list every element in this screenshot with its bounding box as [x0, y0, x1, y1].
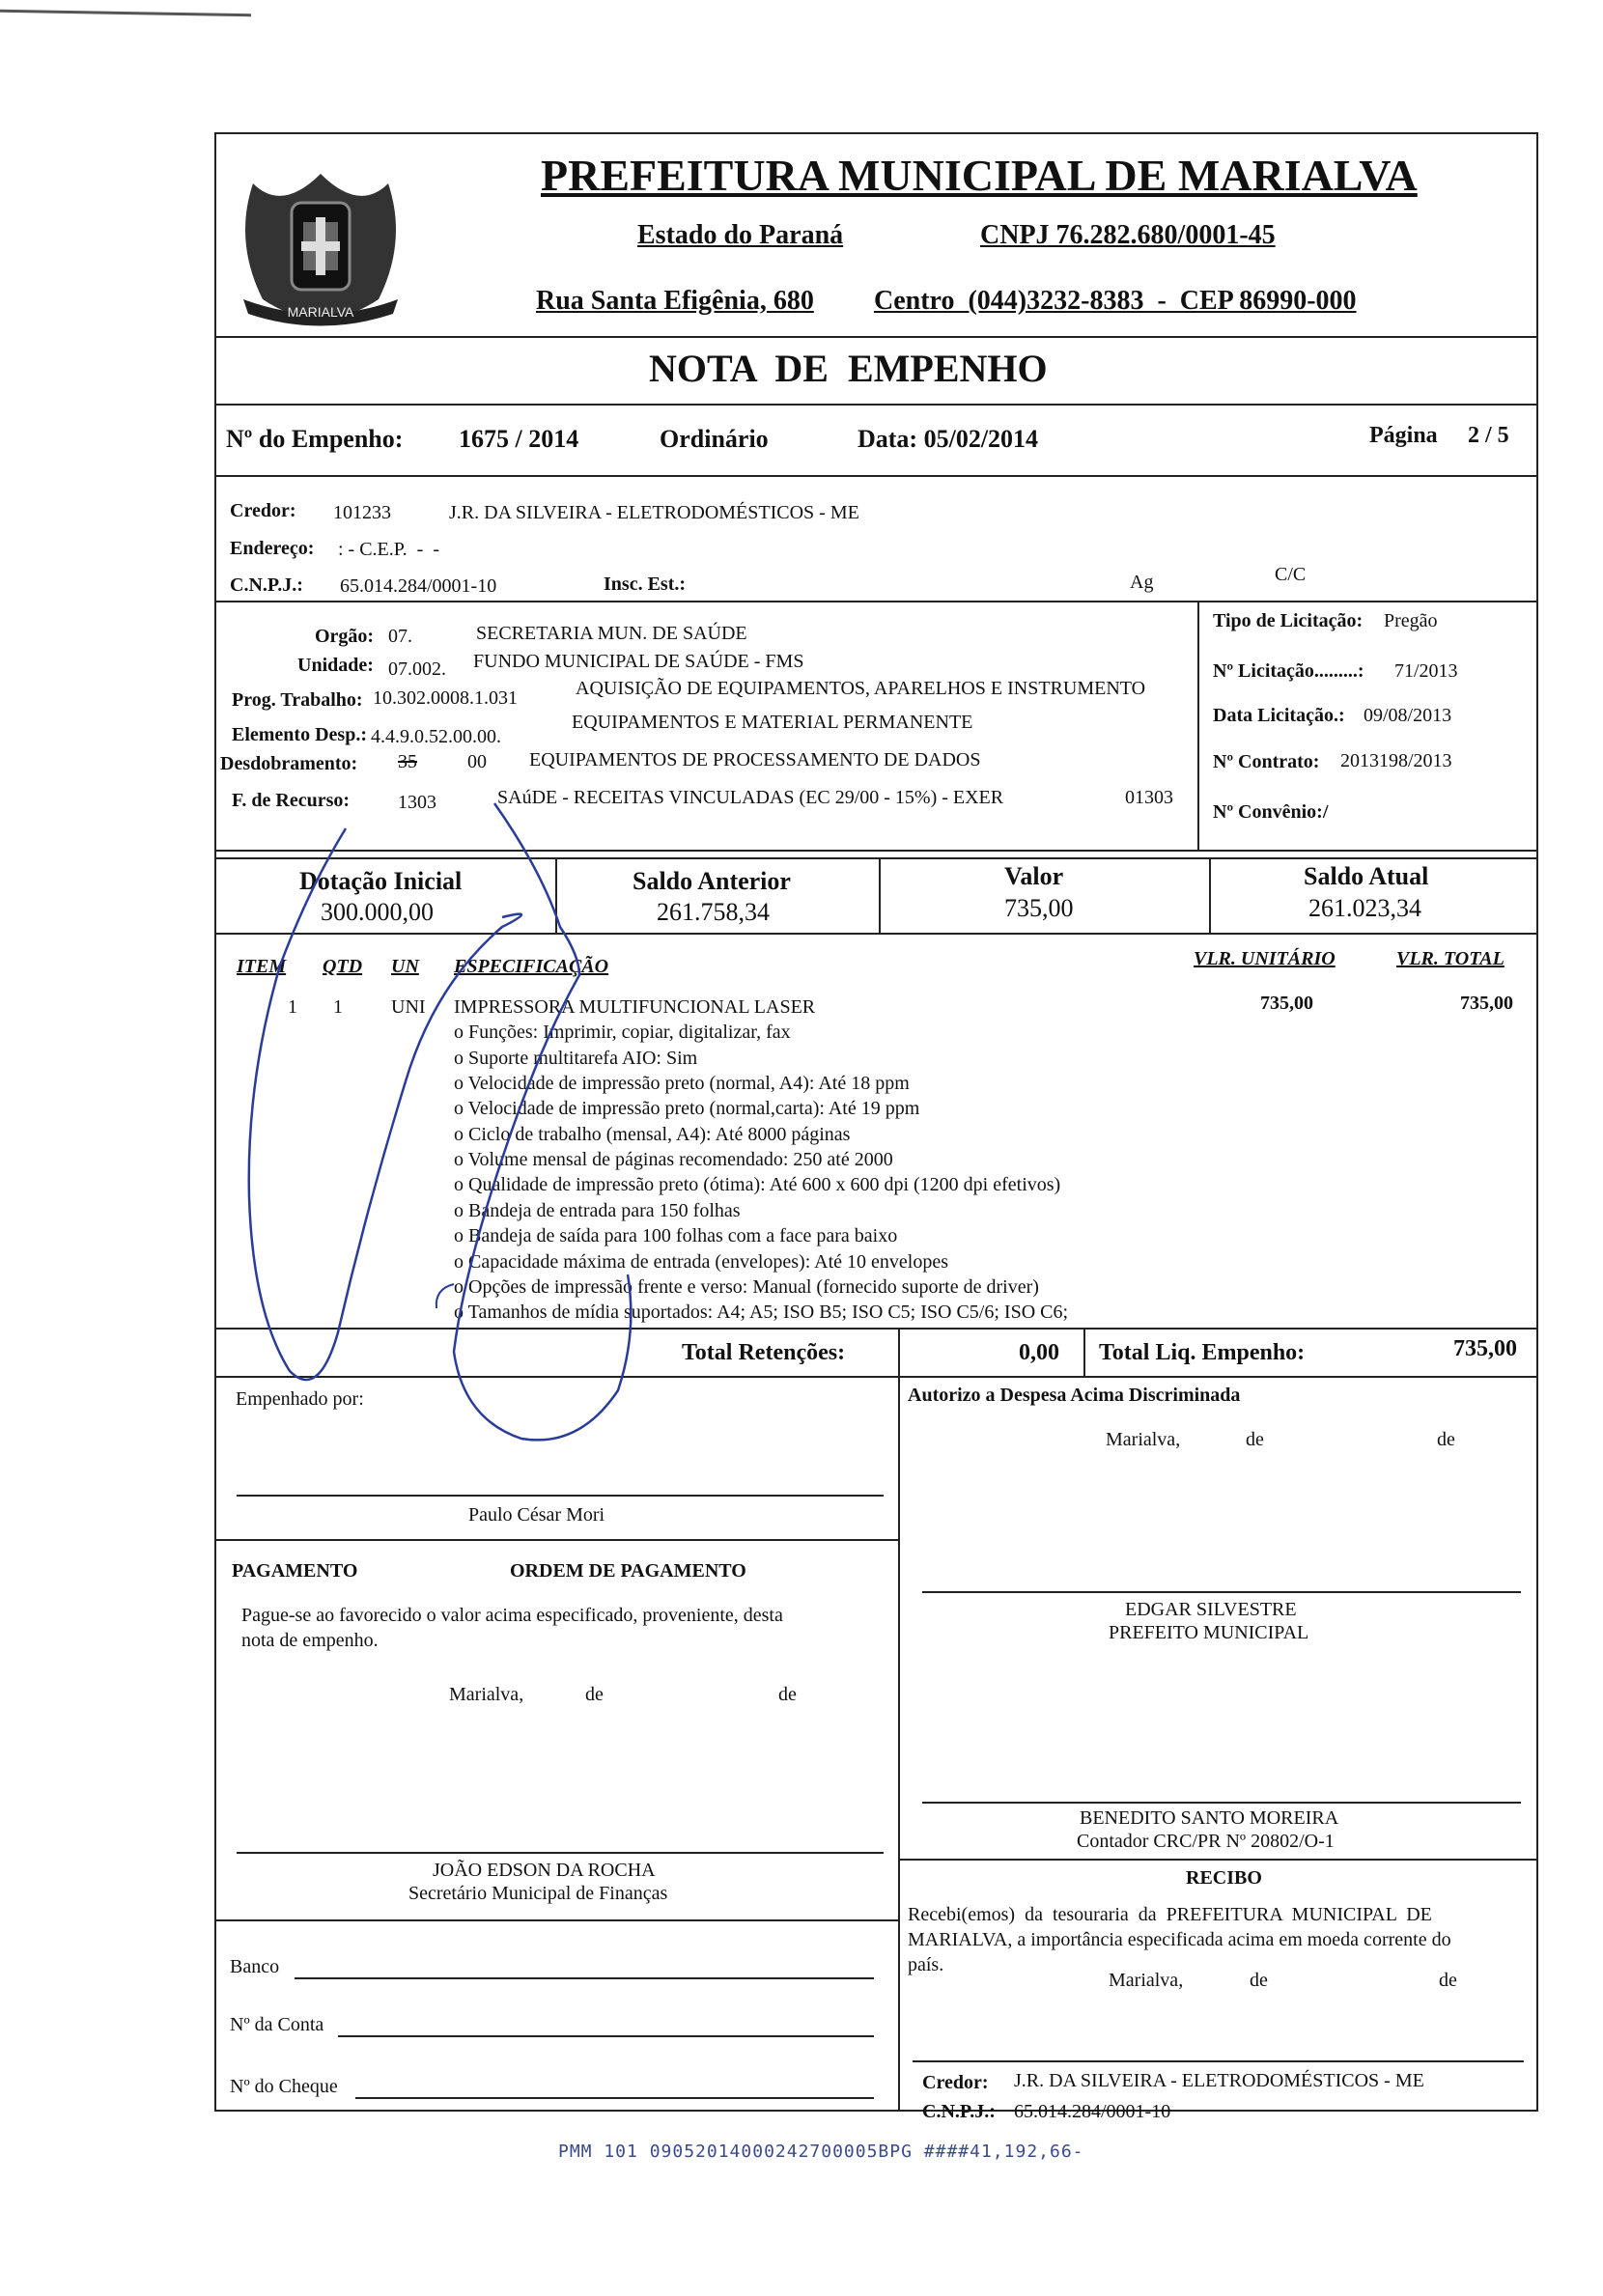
- retencoes-value: 0,00: [1019, 1340, 1059, 1365]
- item-spec-line: o Volume mensal de páginas recomendado: 250 até 2000: [454, 1149, 893, 1170]
- item-total-value: 735,00: [1460, 993, 1513, 1014]
- contrato-number: 2013198/2013: [1340, 750, 1452, 771]
- prefeito-name: EDGAR SILVESTRE: [1125, 1599, 1297, 1620]
- col-item: ITEM: [237, 956, 287, 977]
- saldo-anterior-label: Saldo Anterior: [633, 867, 791, 895]
- col-especificacao: ESPECIFICAÇÃO: [454, 956, 609, 977]
- recibo-credor-name: J.R. DA SILVEIRA - ELETRODOMÉSTICOS - ME: [1014, 2070, 1424, 2091]
- ordem-city: Marialva,: [449, 1684, 524, 1705]
- item-spec-line: o Ciclo de trabalho (mensal, A4): Até 8000 páginas: [454, 1124, 851, 1145]
- saldo-atual-label: Saldo Atual: [1304, 862, 1429, 890]
- cnpj-label: C.N.P.J.:: [230, 574, 303, 596]
- valor-label: Valor: [1004, 862, 1064, 890]
- ordem-text-2: nota de empenho.: [241, 1630, 379, 1651]
- elemento-label: Elemento Desp.:: [232, 724, 367, 745]
- recibo-cnpj-label: C.N.P.J.:: [922, 2101, 996, 2122]
- pen-stroke-right: [454, 803, 631, 1440]
- ordem-de-2: de: [778, 1684, 797, 1705]
- recibo-city: Marialva,: [1109, 1970, 1184, 1991]
- tipo-licitacao: Pregão: [1384, 610, 1438, 631]
- total-liq-label: Total Liq. Empenho:: [1099, 1340, 1306, 1365]
- autorizo-de-2: de: [1437, 1429, 1455, 1450]
- item-spec-line: o Tamanhos de mídia suportados: A4; A5; ISO B5; ISO C5; ISO C5/6; ISO C6;: [454, 1302, 1069, 1323]
- cheque-label: Nº do Cheque: [230, 2076, 338, 2097]
- pen-stroke-left: [249, 828, 521, 1380]
- elemento-name: EQUIPAMENTOS E MATERIAL PERMANENTE: [572, 712, 973, 733]
- empenho-type: Ordinário: [660, 425, 769, 453]
- saldo-atual-value: 261.023,34: [1308, 894, 1421, 922]
- banco-label: Banco: [230, 1956, 280, 1977]
- item-spec-line: o Opções de impressão frente e verso: Manual (fornecido suporte de driver): [454, 1276, 1039, 1298]
- unidade-label: Unidade:: [297, 655, 374, 676]
- num-licitacao-label: Nº Licitação.........:: [1213, 660, 1364, 682]
- recibo-label: RECIBO: [1186, 1867, 1262, 1889]
- item-spec-line: o Bandeja de entrada para 150 folhas: [454, 1200, 741, 1221]
- orgao-name: SECRETARIA MUN. DE SAÚDE: [476, 623, 747, 644]
- credor-address: : - C.E.P. - -: [338, 539, 439, 560]
- col-un: UN: [391, 956, 419, 977]
- document-title: NOTA DE EMPENHO: [649, 347, 1048, 390]
- item-unit-value: 735,00: [1260, 993, 1313, 1014]
- credor-name: J.R. DA SILVEIRA - ELETRODOMÉSTICOS - ME: [449, 502, 859, 523]
- data-licitacao: 09/08/2013: [1364, 705, 1452, 726]
- crest-text: MARIALVA: [287, 304, 354, 320]
- conta-label: Nº da Conta: [230, 2014, 324, 2035]
- state-name: Estado do Paraná: [637, 220, 844, 250]
- item-spec-line: o Funções: Imprimir, copiar, digitalizar, fax: [454, 1022, 791, 1043]
- empenhado-label: Empenhado por:: [236, 1388, 364, 1410]
- tipo-licitacao-label: Tipo de Licitação:: [1213, 610, 1364, 631]
- col-vlr-total: VLR. TOTAL: [1396, 948, 1505, 969]
- saldo-anterior-value: 261.758,34: [657, 898, 770, 926]
- prog-code: 10.302.0008.1.031: [373, 687, 518, 709]
- secretario-title: Secretário Municipal de Finanças: [408, 1883, 668, 1904]
- empenhado-name: Paulo César Mori: [468, 1504, 605, 1526]
- page-label: Página: [1369, 423, 1438, 448]
- contador-name: BENEDITO SANTO MOREIRA: [1080, 1807, 1339, 1829]
- convenio-label: Nº Convênio:/: [1213, 801, 1329, 823]
- recibo-text-1: Recebi(emos) da tesouraria da PREFEITURA MUNICIPAL DE: [908, 1904, 1432, 1925]
- item-spec-line: o Velocidade de impressão preto (normal,carta): Até 19 ppm: [454, 1098, 920, 1119]
- num-licitacao: 71/2013: [1394, 660, 1458, 682]
- autorizo-de-1: de: [1246, 1429, 1264, 1450]
- credor-cnpj: 65.014.284/0001-10: [340, 575, 497, 597]
- recibo-de-1: de: [1250, 1970, 1268, 1991]
- pen-stroke-hook: [436, 1284, 454, 1308]
- ordem-text-1: Pague-se ao favorecido o valor acima especificado, proveniente, desta: [241, 1605, 783, 1626]
- item-spec-line: o Qualidade de impressão preto (ótima): Até 600 x 600 dpi (1200 dpi efetivos): [454, 1174, 1061, 1195]
- recibo-credor-label: Credor:: [922, 2072, 989, 2093]
- authentication-stamp: PMM 101 09052014000242700005BPG ####41,192,66-: [558, 2142, 1084, 2162]
- orgao-label: Orgão:: [315, 626, 375, 647]
- recibo-text-2: MARIALVA, a importância especificada acima em moeda corrente do: [908, 1929, 1451, 1950]
- item-spec-line: IMPRESSORA MULTIFUNCIONAL LASER: [454, 996, 816, 1018]
- item-number: 1: [288, 996, 297, 1018]
- cc-label: C/C: [1275, 564, 1307, 585]
- unidade-code: 07.002.: [388, 658, 446, 680]
- municipality-contact: Centro (044)3232-8383 - CEP 86990-000: [874, 286, 1357, 316]
- municipality-title: PREFEITURA MUNICIPAL DE MARIALVA: [541, 151, 1418, 200]
- dotacao-value: 300.000,00: [321, 898, 434, 926]
- valor-value: 735,00: [1004, 894, 1074, 922]
- municipality-cnpj: CNPJ 76.282.680/0001-45: [980, 220, 1276, 250]
- page-number: 2 / 5: [1468, 423, 1509, 448]
- ordem-label: ORDEM DE PAGAMENTO: [510, 1560, 746, 1582]
- ag-label: Ag: [1130, 572, 1154, 593]
- item-spec-line: o Suporte multitarefa AIO: Sim: [454, 1048, 698, 1069]
- credor-label: Credor:: [230, 500, 296, 521]
- secretario-name: JOÃO EDSON DA ROCHA: [433, 1860, 656, 1881]
- recibo-de-2: de: [1439, 1970, 1457, 1991]
- dotacao-label: Dotação Inicial: [299, 867, 463, 895]
- desdobramento-sub: 00: [467, 751, 487, 772]
- recurso-code: 1303: [398, 792, 436, 813]
- col-vlr-unitario: VLR. UNITÁRIO: [1194, 948, 1336, 969]
- item-spec-line: o Velocidade de impressão preto (normal, A4): Até 18 ppm: [454, 1073, 910, 1094]
- contrato-label: Nº Contrato:: [1213, 751, 1320, 772]
- orgao-code: 07.: [388, 626, 412, 647]
- desdobramento-label: Desdobramento:: [220, 753, 358, 774]
- prefeito-title: PREFEITO MUNICIPAL: [1109, 1622, 1309, 1643]
- empenho-number-label: Nº do Empenho:: [226, 425, 404, 453]
- recibo-cnpj: 65.014.284/0001-10: [1014, 2101, 1171, 2122]
- contador-title: Contador CRC/PR Nº 20802/O-1: [1077, 1831, 1335, 1852]
- item-qtd: 1: [333, 996, 343, 1018]
- recibo-text-3: país.: [908, 1954, 944, 1975]
- elemento-code: 4.4.9.0.52.00.00.: [371, 726, 501, 747]
- autorizo-city: Marialva,: [1106, 1429, 1181, 1450]
- desdobramento-name: EQUIPAMENTOS DE PROCESSAMENTO DE DADOS: [529, 749, 981, 770]
- prog-name: AQUISIÇÃO DE EQUIPAMENTOS, APARELHOS E INSTRUMENTO: [576, 678, 1146, 699]
- data-licitacao-label: Data Licitação.:: [1213, 705, 1345, 726]
- unidade-name: FUNDO MUNICIPAL DE SAÚDE - FMS: [473, 651, 804, 672]
- address-label: Endereço:: [230, 538, 315, 559]
- autorizo-label: Autorizo a Despesa Acima Discriminada: [908, 1385, 1241, 1406]
- recurso-name: SAúDE - RECEITAS VINCULADAS (EC 29/00 - 15%) - EXER: [497, 787, 1004, 808]
- item-spec-line: o Capacidade máxima de entrada (envelopes): Até 10 envelopes: [454, 1251, 949, 1273]
- col-qtd: QTD: [323, 956, 363, 977]
- item-un: UNI: [391, 996, 426, 1018]
- ordem-de-1: de: [585, 1684, 604, 1705]
- credor-code: 101233: [333, 502, 391, 523]
- item-spec-line: o Bandeja de saída para 100 folhas com a face para baixo: [454, 1225, 898, 1246]
- empenho-number: 1675 / 2014: [459, 425, 579, 453]
- municipality-address: Rua Santa Efigênia, 680: [536, 286, 814, 316]
- retencoes-label: Total Retenções:: [682, 1340, 846, 1365]
- recurso-label: F. de Recurso:: [232, 790, 351, 811]
- pagamento-label: PAGAMENTO: [232, 1560, 358, 1582]
- total-liq-value: 735,00: [1453, 1336, 1517, 1361]
- empenho-date: Data: 05/02/2014: [858, 425, 1039, 453]
- insc-est-label: Insc. Est.:: [604, 574, 687, 595]
- recurso-number: 01303: [1125, 787, 1173, 808]
- prog-label: Prog. Trabalho:: [232, 689, 363, 711]
- desdobramento-code: 35: [398, 751, 417, 772]
